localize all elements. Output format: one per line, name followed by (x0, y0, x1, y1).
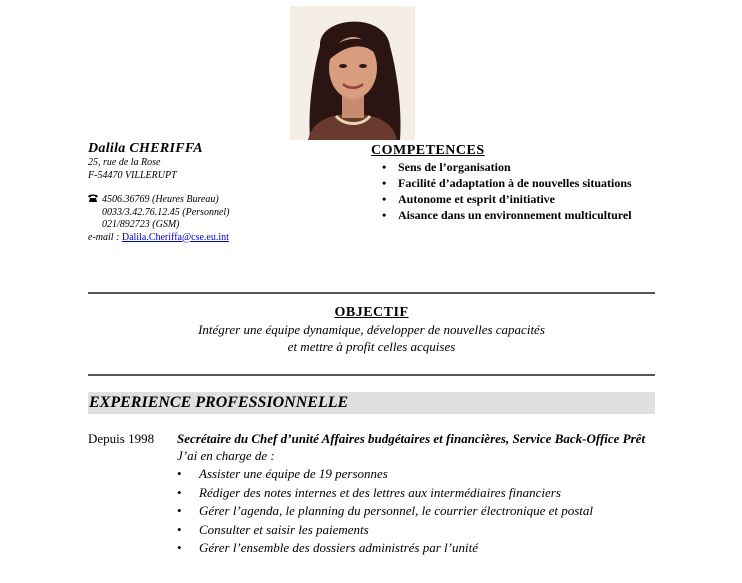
email-link[interactable]: Dalila.Cheriffa@cse.eu.int (121, 231, 229, 243)
objectif-section (88, 304, 655, 355)
competences-list (371, 159, 655, 223)
competence-text: Facilité d’adaptation à de nouvelles situations (398, 176, 632, 190)
email-line (88, 232, 368, 245)
portrait-photo (290, 6, 415, 140)
telephone-icon (88, 194, 102, 207)
bullet-icon: • (177, 503, 182, 518)
objectif-title: OBJECTIF (334, 305, 409, 320)
list-item (371, 175, 655, 191)
list-item (371, 207, 655, 223)
list-item (177, 521, 655, 540)
divider (88, 374, 655, 376)
bullet-icon: • (177, 521, 182, 537)
objectif-line-2: et mettre à profit celles acquises (287, 339, 456, 354)
contact-block (88, 140, 368, 244)
address-street: 25, rue de la Rose (88, 157, 161, 168)
bullet-icon: • (382, 160, 387, 174)
portrait-illustration (290, 6, 415, 140)
competence-text: Aisance dans un environnement multiculturel (398, 208, 632, 222)
phone-personal: 0033/3.42.76.12.45 (Personnel) (102, 206, 230, 218)
task-text: Rédiger des notes internes et des lettres aux intermédiaires financiers (199, 484, 561, 500)
spacer (88, 182, 368, 194)
job-intro: J’ai en charge de : (177, 448, 275, 463)
phone-office: 4506.36769 (Heures Bureau) (102, 194, 219, 205)
bullet-icon: • (177, 540, 182, 555)
task-text: Gérer l’agenda, le planning du personnel, le courrier électronique et postal (199, 503, 594, 518)
list-item (177, 539, 655, 558)
bullet-icon: • (177, 466, 182, 481)
list-item (177, 502, 655, 521)
bullet-icon: • (382, 176, 387, 190)
bullet-icon: • (177, 484, 182, 500)
candidate-name: Dalila CHERIFFA (88, 141, 203, 156)
task-text: Gérer l’ensemble des dossiers administrés par l’unité (199, 540, 478, 555)
list-item (371, 159, 655, 175)
job-title: Secrétaire du Chef d’unité Affaires budgétaires et financières, Service Back-Office Prêt (177, 431, 646, 446)
phone-office-line (88, 194, 368, 207)
address-city: F-54470 VILLERUPT (88, 169, 177, 181)
list-item (177, 484, 655, 503)
competences-section (371, 142, 655, 223)
task-text: Assister une équipe de 19 personnes (199, 466, 388, 481)
email-label: e-mail : (88, 231, 122, 243)
task-list (177, 465, 655, 558)
phone-gsm: 021/892723 (GSM) (102, 219, 180, 230)
competence-text: Sens de l’organisation (398, 160, 511, 174)
task-text: Consulter et saisir les paiements (199, 521, 369, 537)
experience-date: Depuis 1998 (88, 431, 155, 446)
bullet-icon: • (382, 208, 387, 222)
list-item (177, 465, 655, 484)
competences-title: COMPETENCES (371, 143, 485, 158)
objectif-line-1: Intégrer une équipe dynamique, développer de nouvelles capacités (198, 322, 545, 337)
competence-text: Autonome et esprit d’initiative (398, 192, 555, 206)
experience-header: EXPERIENCE PROFESSIONNELLE (88, 392, 655, 414)
divider (88, 292, 655, 294)
experience-entry (177, 431, 655, 558)
bullet-icon: • (382, 192, 387, 206)
list-item (371, 191, 655, 207)
